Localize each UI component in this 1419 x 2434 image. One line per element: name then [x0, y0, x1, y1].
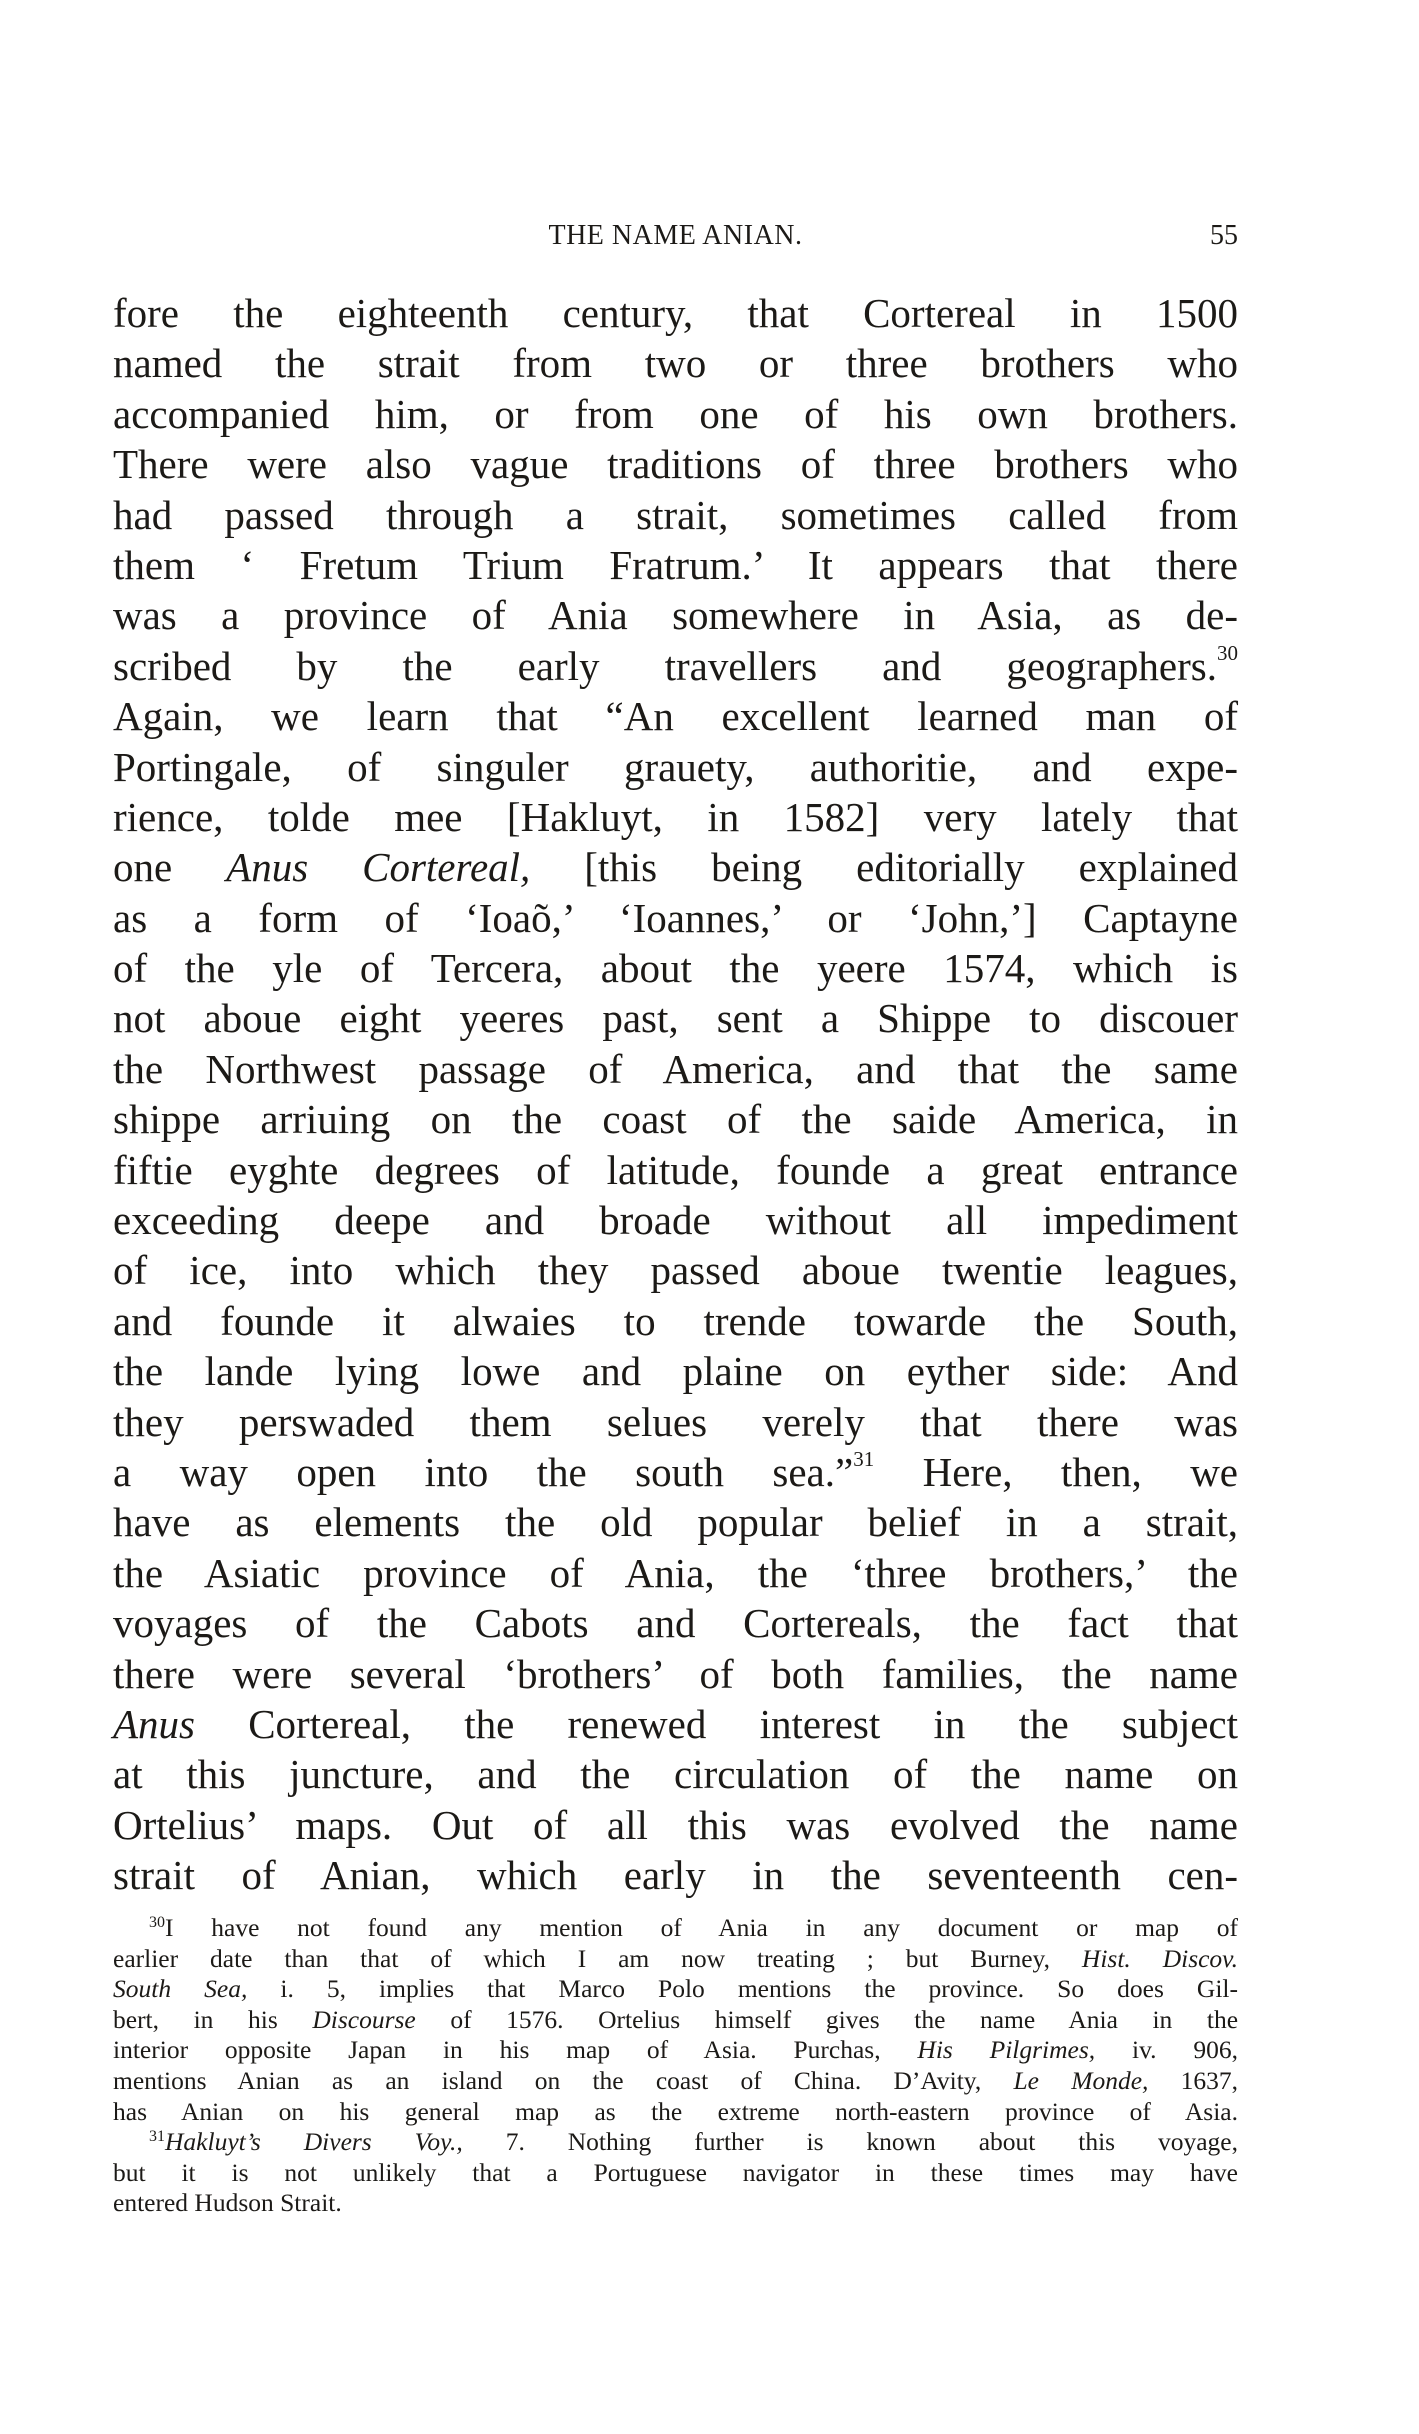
- footnote-31-italic: Hakluyt’s Divers Voy.,: [165, 2127, 463, 2157]
- footnote-31-tail-1: 7. Nothing further is known about this voyage,: [505, 2127, 1238, 2157]
- text-line-25: have as elements the old popular belief in a strait,: [113, 1499, 1238, 1546]
- text-line-19: exceeding deepe and broade without all impediment: [113, 1197, 1238, 1244]
- text-line-12-tail: [this being editorially explained: [530, 844, 1238, 891]
- text-line-7: was a province of Ania somewhere in Asia, as de-: [113, 592, 1238, 639]
- text-line-6: them ‘ Fretum Trium Fratrum.’ It appears that there: [113, 541, 1238, 588]
- footnote-30-text-1: I have not found any mention of Ania in any document or map of: [165, 1913, 1238, 1942]
- footnote-30-text-3: i. 5, implies that Marco Polo mentions the province. So does Gil-: [280, 1974, 1239, 2004]
- text-line-11: rience, tolde mee [Hakluyt, in 1582] very lately that: [113, 793, 1238, 840]
- text-line-14: of the yle of Tercera, about the yeere 1574, which is: [113, 945, 1238, 992]
- text-line-20: of ice, into which they passed aboue twentie leagues,: [113, 1247, 1238, 1294]
- footnote-31-line-3: entered Hudson Strait.: [113, 2188, 342, 2218]
- text-line-29-tail: Cortereal, the renewed interest in the subject: [195, 1700, 1238, 1747]
- footnote-31-line-2: but it is not unlikely that a Portuguese navigator in these times may have: [113, 2157, 1238, 2187]
- footnote-30-tail-5: iv. 906,: [1132, 2035, 1238, 2065]
- text-line-18: fiftie eyghte degrees of latitude, founde a great entrance: [113, 1146, 1238, 1193]
- footnote-30-line-1: [113, 1913, 1238, 1944]
- footnote-30-line-7: has Anian on his general map as the extreme north-eastern province of Asia.: [113, 2096, 1238, 2126]
- footnote-ref-31: 31: [853, 1446, 875, 1471]
- text-line-10: Portingale, of singuler grauety, authoritie, and expe-: [113, 743, 1238, 790]
- text-line-24-lead: a way open into the south sea.”: [113, 1448, 854, 1495]
- text-line-3: accompanied him, or from one of his own brothers.: [113, 390, 1238, 437]
- text-line-5: had passed through a strait, sometimes called from: [113, 491, 1238, 538]
- footnote-30-line-4: [113, 2005, 1238, 2036]
- text-line-22: the lande lying lowe and plaine on eyther side: And: [113, 1348, 1238, 1395]
- text-line-12: [113, 842, 1238, 892]
- footnote-30-line-6: [113, 2066, 1238, 2097]
- text-line-24: [113, 1447, 1238, 1497]
- text-line-24-tail: Here, then, we: [874, 1448, 1238, 1495]
- footnote-31-number: 31: [149, 2128, 165, 2146]
- text-line-30: at this juncture, and the circulation of the name on: [113, 1751, 1238, 1798]
- footnote-30-number: 30: [149, 1914, 165, 1931]
- footnote-30-italic-6: Le Monde,: [1013, 2065, 1149, 2095]
- text-line-29: [113, 1699, 1238, 1749]
- footnote-30-tail-4: of 1576. Ortelius himself gives the name Ania in the: [450, 2004, 1239, 2034]
- text-line-32: strait of Anian, which early in the seventeenth cen-: [113, 1852, 1238, 1899]
- footnote-30-text-6: mentions Anian as an island on the coast of China. D’Avity,: [113, 2065, 982, 2095]
- footnote-30-line-5: [113, 2035, 1238, 2066]
- footnote-30-tail-6: 1637,: [1180, 2065, 1239, 2095]
- footnote-30-text-2: earlier date than that of which I am now treating ; but Burney,: [113, 1943, 1050, 1973]
- text-line-27: voyages of the Cabots and Cortereals, the fact that: [113, 1600, 1238, 1647]
- text-line-9: Again, we learn that “An excellent learned man of: [113, 693, 1238, 740]
- footnote-31-line-1: [113, 2127, 1238, 2158]
- footnote-30-italic-4: Discourse: [312, 2004, 416, 2034]
- footnote-30-italic-3: South Sea,: [113, 1974, 248, 2004]
- text-line-13: as a form of ‘Ioaõ,’ ‘Ioannes,’ or ‘John,’] Captayne: [113, 894, 1238, 941]
- text-line-29-italic: Anus: [113, 1700, 195, 1747]
- text-line-17: shippe arriuing on the coast of the saide America, in: [113, 1096, 1238, 1143]
- text-line-21: and founde it alwaies to trende towarde the South,: [113, 1297, 1238, 1344]
- text-line-16: the Northwest passage of America, and that the same: [113, 1045, 1238, 1092]
- footnote-30-line-2: [113, 1944, 1238, 1975]
- text-line-12-italic: Anus Cortereal,: [226, 844, 531, 891]
- footnote-30-italic-2: Hist. Discov.: [1081, 1943, 1238, 1973]
- text-line-8-text: scribed by the early travellers and geographers.: [113, 642, 1217, 689]
- footnote-30-text-5: interior opposite Japan in his map of Asia. Purchas,: [113, 2035, 881, 2065]
- footnotes: [113, 1913, 1238, 2219]
- text-line-15: not aboue eight yeeres past, sent a Shippe to discouer: [113, 995, 1238, 1042]
- footnote-30-italic-5: His Pilgrimes,: [917, 2035, 1096, 2065]
- text-line-26: the Asiatic province of Ania, the ‘three brothers,’ the: [113, 1549, 1238, 1596]
- text-line-28: there were several ‘brothers’ of both families, the name: [113, 1650, 1238, 1697]
- text-line-4: There were also vague traditions of three brothers who: [113, 441, 1238, 488]
- body-text: [113, 288, 1238, 1901]
- text-line-8: [113, 641, 1238, 691]
- page-number: 55: [1210, 220, 1238, 251]
- text-line-1: fore the eighteenth century, that Cortereal in 1500: [113, 290, 1238, 336]
- footnote-ref-30: 30: [1217, 640, 1238, 665]
- running-head: [113, 216, 1238, 256]
- text-line-23: they perswaded them selues verely that there was: [113, 1398, 1238, 1445]
- footnote-30-lead-4: bert, in his: [113, 2004, 278, 2034]
- running-title: THE NAME ANIAN.: [548, 220, 803, 251]
- text-line-12-lead: one: [113, 844, 227, 891]
- text-line-31: Ortelius’ maps. Out of all this was evolved the name: [113, 1801, 1238, 1848]
- footnote-30-line-3: [113, 1974, 1238, 2005]
- text-line-2: named the strait from two or three brothers who: [113, 340, 1238, 387]
